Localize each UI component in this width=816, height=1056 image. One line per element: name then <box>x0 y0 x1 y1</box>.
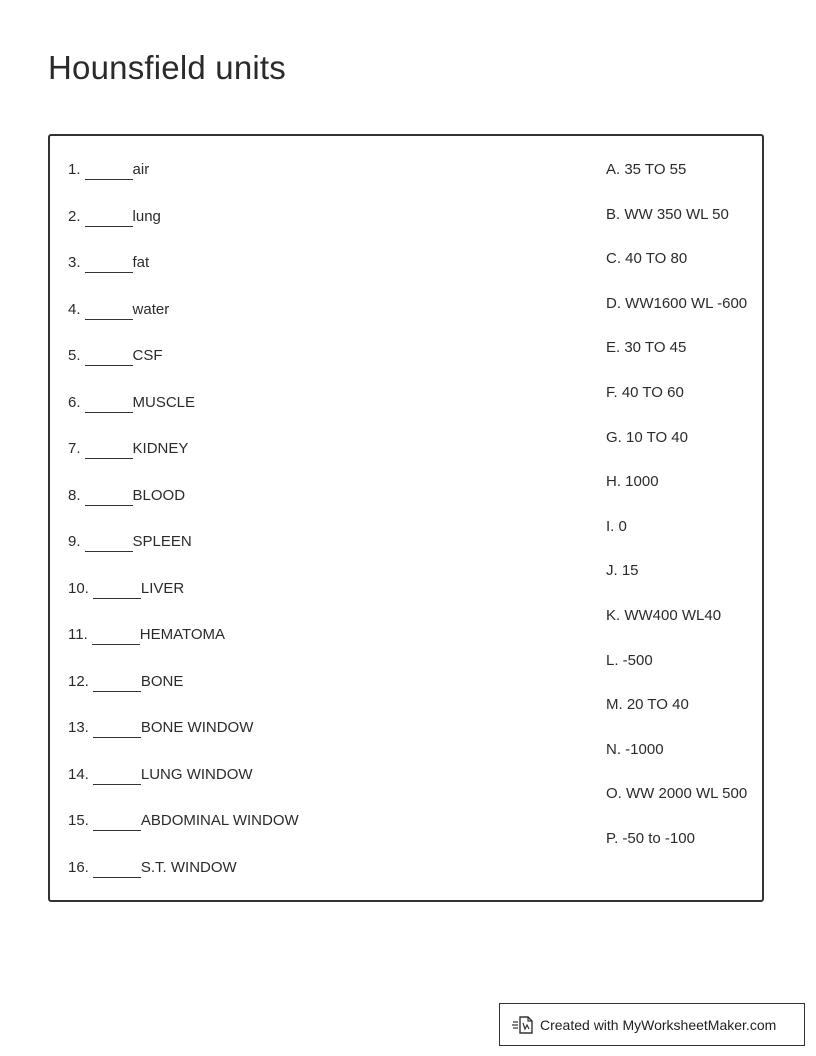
question-number: 5. <box>68 347 81 364</box>
question-number: 14. <box>68 765 89 783</box>
question-item <box>68 579 568 626</box>
answer-option: O. WW 2000 WL 500 <box>606 785 748 803</box>
question-number: 12. <box>68 672 89 690</box>
question-term: S.T. WINDOW <box>140 858 237 876</box>
answer-blank[interactable] <box>85 160 133 180</box>
question-item <box>68 300 568 347</box>
question-item <box>68 207 568 254</box>
question-term: CSF <box>132 347 163 364</box>
question-item <box>68 253 568 300</box>
answer-blank[interactable] <box>93 858 141 878</box>
question-term: LIVER <box>140 579 185 597</box>
footer-badge[interactable] <box>499 1003 805 1046</box>
question-item <box>68 811 568 858</box>
answer-option: M. 20 TO 40 <box>606 696 689 714</box>
answer-option: D. WW1600 WL -600 <box>606 294 748 312</box>
question-item <box>68 486 568 533</box>
question-term: BONE WINDOW <box>140 719 254 736</box>
question-number: 10. <box>68 579 89 597</box>
question-term: LUNG WINDOW <box>140 765 253 783</box>
question-term: SPLEEN <box>132 533 192 550</box>
question-term: fat <box>132 254 150 271</box>
answer-list <box>606 160 766 874</box>
question-item <box>68 718 568 765</box>
answer-blank[interactable] <box>92 625 140 645</box>
question-number: 11. <box>68 626 88 643</box>
question-list <box>68 160 568 904</box>
answer-option: N. -1000 <box>606 740 664 758</box>
answer-blank[interactable] <box>85 393 133 413</box>
answer-option: K. WW400 WL40 <box>606 606 722 624</box>
answer-blank[interactable] <box>85 300 133 320</box>
question-number: 13. <box>68 719 89 736</box>
worksheet-box <box>48 134 764 902</box>
question-term: air <box>132 161 150 178</box>
answer-option: C. 40 TO 80 <box>606 250 688 268</box>
question-number: 15. <box>68 812 89 829</box>
question-item <box>68 625 568 672</box>
question-number: 6. <box>68 393 81 411</box>
question-term: HEMATOMA <box>139 626 226 643</box>
question-term: BLOOD <box>132 486 186 504</box>
question-term: BONE <box>140 672 184 690</box>
answer-option: J. 15 <box>606 562 639 580</box>
answer-option: L. -500 <box>606 651 653 669</box>
question-number: 2. <box>68 207 81 225</box>
question-term: water <box>132 300 170 318</box>
question-number: 4. <box>68 300 81 318</box>
question-number: 8. <box>68 486 81 504</box>
question-term: KIDNEY <box>132 440 189 457</box>
answer-option: E. 30 TO 45 <box>606 339 687 357</box>
answer-blank[interactable] <box>93 579 141 599</box>
answer-option: I. 0 <box>606 517 627 535</box>
question-item <box>68 346 568 393</box>
question-item <box>68 160 568 207</box>
question-item <box>68 532 568 579</box>
page-title: Hounsfield units <box>48 49 287 86</box>
footer-text: Created with MyWorksheetMaker.com <box>540 1016 777 1033</box>
answer-blank[interactable] <box>93 765 141 785</box>
question-number: 3. <box>68 254 81 271</box>
answer-blank[interactable] <box>85 346 133 366</box>
question-number: 16. <box>68 858 89 876</box>
question-number: 7. <box>68 440 81 457</box>
question-term: ABDOMINAL WINDOW <box>140 812 299 829</box>
question-number: 9. <box>68 533 81 550</box>
question-item <box>68 858 568 905</box>
answer-blank[interactable] <box>93 718 141 738</box>
question-term: lung <box>132 207 161 225</box>
answer-option: F. 40 TO 60 <box>606 383 684 401</box>
question-number: 1. <box>68 161 81 178</box>
answer-blank[interactable] <box>85 486 133 506</box>
answer-option: B. WW 350 WL 50 <box>606 205 729 223</box>
answer-blank[interactable] <box>85 253 133 273</box>
answer-blank[interactable] <box>85 207 133 227</box>
question-item <box>68 393 568 440</box>
question-term: MUSCLE <box>132 393 196 411</box>
question-item <box>68 765 568 812</box>
answer-blank[interactable] <box>93 672 141 692</box>
answer-option: P. -50 to -100 <box>606 829 695 847</box>
worksheet-maker-logo-icon <box>512 1014 534 1036</box>
answer-option: H. 1000 <box>606 473 659 491</box>
question-item <box>68 439 568 486</box>
answer-blank[interactable] <box>85 532 133 552</box>
answer-option: G. 10 TO 40 <box>606 428 688 446</box>
answer-option: A. 35 TO 55 <box>606 161 687 178</box>
answer-blank[interactable] <box>85 439 133 459</box>
question-item <box>68 672 568 719</box>
answer-blank[interactable] <box>93 811 141 831</box>
